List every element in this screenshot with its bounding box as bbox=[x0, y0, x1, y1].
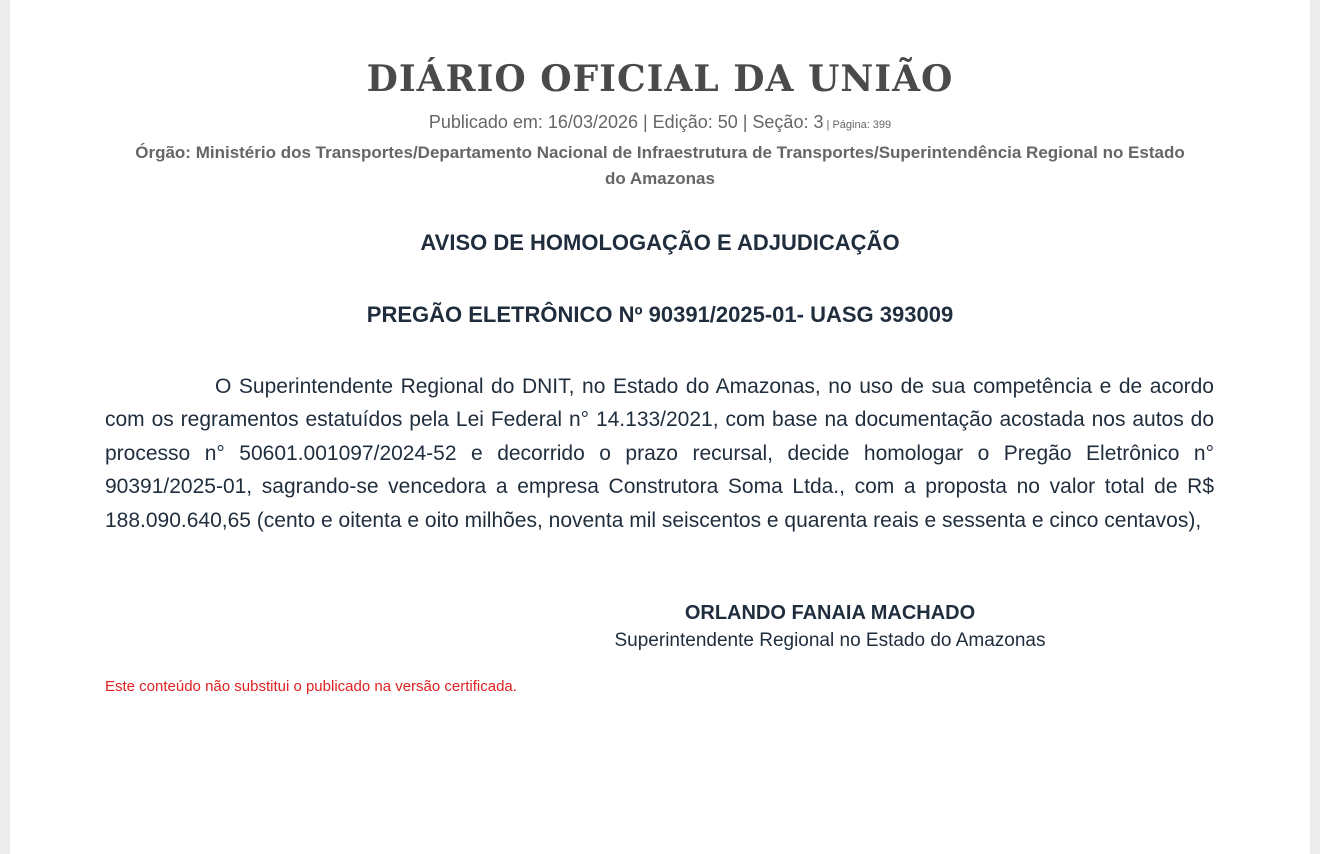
signatory-name: ORLANDO FANAIA MACHADO bbox=[684, 602, 976, 624]
certification-disclaimer: Este conteúdo não substitui o publicado na versão certificada. bbox=[105, 678, 517, 695]
page-number: | Página: 399 bbox=[823, 119, 892, 131]
publication-info bbox=[10, 112, 1310, 133]
signatory-role: Superintendente Regional no Estado do Amazonas bbox=[614, 630, 1046, 651]
publication-details: Publicado em: 16/03/2026 | Edição: 50 | Seção: 3 bbox=[428, 112, 824, 132]
document-page bbox=[10, 0, 1310, 854]
issuing-agency: Órgão: Ministério dos Transportes/Departamento Nacional de Infraestrutura de Transportes/Superintendência Regional no Estado do Amazonas bbox=[135, 143, 1185, 188]
masthead-title: DIÁRIO OFICIAL DA UNIÃO bbox=[366, 58, 954, 100]
notice-subtitle: PREGÃO ELETRÔNICO Nº 90391/2025-01- UASG 393009 bbox=[366, 302, 954, 327]
notice-body: O Superintendente Regional do DNIT, no Estado do Amazonas, no uso de sua competência e de acordo com os regramentos estatuídos pela Lei Federal n° 14.133/2021, com base na documentação acostada nos autos do processo n° 50601.001097/2024-52 e decorrido o prazo recursal, decide homologar o Pregão Eletrônico n° 90391/2025-01, sagrando-se vencedora a empresa Construtora Soma Ltda., com a proposta no valor total de R$ 188.090.640,65 (cento e oitenta e oito milhões, noventa mil seiscentos e quarenta reais e sessenta e cinco centavos), bbox=[105, 375, 1214, 532]
notice-title: AVISO DE HOMOLOGAÇÃO E ADJUDICAÇÃO bbox=[420, 230, 900, 255]
